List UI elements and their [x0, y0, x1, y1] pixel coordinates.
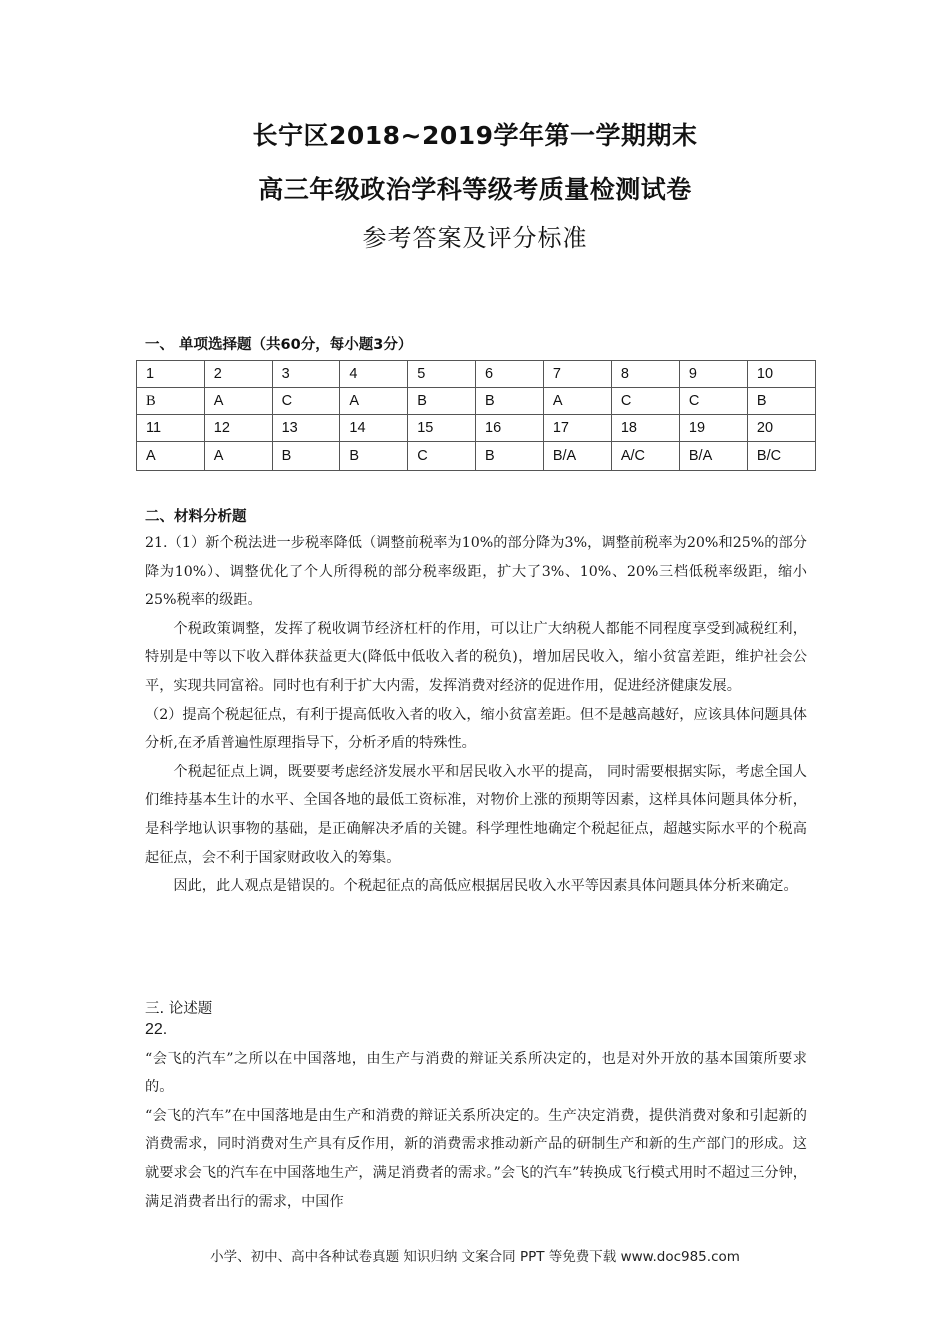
section-3-body — [145, 1016, 807, 1216]
table-cell: B — [340, 442, 408, 471]
table-cell: A — [204, 442, 272, 471]
table-cell: 9 — [679, 361, 747, 388]
table-cell: 7 — [543, 361, 611, 388]
table-cell: 10 — [747, 361, 815, 388]
title-line-3: 参考答案及评分标准 — [362, 224, 588, 252]
table-cell: 16 — [476, 415, 544, 442]
paragraph-21-2-analysis: 个税起征点上调，既要要考虑经济发展水平和居民收入水平的提高， 同时需要根据实际，考虑全国人们维持基本生计的水平、全国各地的最低工资标准，对物价上涨的预期等因素，这样具体问题具体分析，是科学地认识事物的基础，是正确解决矛盾的关键。科学理性地确定个税起征点，超越实际水平的个税高起征点，会不利于国家财政收入的筹集。 — [145, 763, 807, 866]
table-cell: B/C — [747, 442, 815, 471]
table-cell: 13 — [272, 415, 340, 442]
table-cell: 2 — [204, 361, 272, 388]
table-cell: 1 — [137, 361, 205, 388]
table-cell: 20 — [747, 415, 815, 442]
table-cell: 5 — [408, 361, 476, 388]
table-cell: A — [204, 388, 272, 415]
table-cell: 18 — [611, 415, 679, 442]
section-2-heading: 二、材料分析题 — [145, 509, 247, 525]
table-cell: B — [476, 442, 544, 471]
table-row-answers-1 — [137, 388, 816, 415]
table-cell: 8 — [611, 361, 679, 388]
answer-table — [136, 360, 816, 471]
section-1-heading: 一、 单项选择题（共60分，每小题3分） — [145, 337, 413, 353]
table-cell: A — [340, 388, 408, 415]
table-cell: 19 — [679, 415, 747, 442]
table-cell: B — [747, 388, 815, 415]
table-row-question-numbers-1 — [137, 361, 816, 388]
table-cell: 17 — [543, 415, 611, 442]
table-cell: C — [611, 388, 679, 415]
table-cell: B/A — [679, 442, 747, 471]
table-cell: B — [272, 442, 340, 471]
paragraph-22-thesis: “会飞的汽车”之所以在中国落地，由生产与消费的辩证关系所决定的，也是对外开放的基本国策所要求的。 — [145, 1050, 807, 1096]
footer-watermark: 小学、初中、高中各种试卷真题 知识归纳 文案合同 PPT 等免费下载 www.doc985.com — [210, 1249, 740, 1265]
table-cell: 12 — [204, 415, 272, 442]
title-line-1: 长宁区2018~2019学年第一学期期末 — [252, 121, 698, 150]
table-cell: C — [272, 388, 340, 415]
paragraph-21-1-analysis: 个税政策调整，发挥了税收调节经济杠杆的作用，可以让广大纳税人都能不同程度享受到减税红利，特别是中等以下收入群体获益更大(降低中低收入者的税负)，增加居民收入，缩小贫富差距，维护社会公平，实现共同富裕。同时也有利于扩大内需，发挥消费对经济的促进作用，促进经济健康发展。 — [145, 620, 807, 694]
paragraph-21-2-conclusion: 因此，此人观点是错误的。个税起征点的高低应根据居民收入水平等因素具体问题具体分析来确定。 — [173, 878, 798, 895]
paragraph-22-argument: “会飞的汽车”在中国落地是由生产和消费的辩证关系所决定的。生产决定消费，提供消费对象和引起新的消费需求，同时消费对生产具有反作用，新的消费需求推动新产品的研制生产和新的生产部门的形成。这就要求会飞的汽车在中国落地生产，满足消费者的需求。”会飞的汽车”转换成飞行模式用时不超过三分钟，满足消费者出行的需求，中国作 — [145, 1107, 807, 1210]
question-22-number: 22. — [145, 1021, 168, 1038]
table-cell: 3 — [272, 361, 340, 388]
section-3-heading: 三. 论述题 — [145, 1001, 213, 1017]
table-cell: 11 — [137, 415, 205, 442]
title-line-2: 高三年级政治学科等级考质量检测试卷 — [258, 175, 692, 204]
table-cell: A — [543, 388, 611, 415]
table-cell: B — [408, 388, 476, 415]
table-cell: B — [476, 388, 544, 415]
table-row-question-numbers-2 — [137, 415, 816, 442]
section-2-body — [145, 529, 807, 901]
table-cell: 15 — [408, 415, 476, 442]
table-cell: C — [679, 388, 747, 415]
table-cell: 4 — [340, 361, 408, 388]
table-cell: B/A — [543, 442, 611, 471]
table-cell: 14 — [340, 415, 408, 442]
table-cell: A/C — [611, 442, 679, 471]
paragraph-21-1: 21.（1）新个税法进一步税率降低（调整前税率为10%的部分降为3%，调整前税率为20%和25%的部分降为10%）、调整优化了个人所得税的部分税率级距，扩大了3%、10%、20%三档低税率级距，缩小25%税率的级距。 — [145, 535, 807, 609]
table-row-answers-2 — [137, 442, 816, 471]
paragraph-21-2: （2）提高个税起征点，有利于提高低收入者的收入，缩小贫富差距。但不是越高越好，应该具体问题具体分析,在矛盾普遍性原理指导下，分析矛盾的特殊性。 — [145, 706, 807, 752]
table-cell: C — [408, 442, 476, 471]
table-cell: 6 — [476, 361, 544, 388]
table-cell: A — [137, 442, 205, 471]
table-cell: B — [137, 388, 205, 415]
